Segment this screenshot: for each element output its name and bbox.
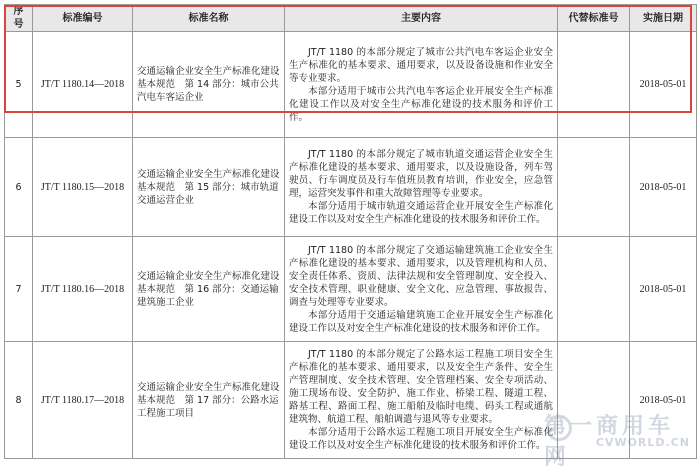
row-code: JT/T 1180.15—2018 [33,138,133,237]
row-name: 交通运输企业安全生产标准化建设基本规范 第 16 部分：交通运输建筑施工企业 [133,237,285,342]
watermark-text-cn: 第一商用车网 [544,414,675,470]
row-content-applicability: 本部分适用于城市公共汽电车客运企业开展安全生产标准化建设工作以及对安全生产标准化建设的技术服务和评价工作。 [289,85,553,123]
row-replace [558,237,630,342]
row-content [285,342,558,459]
row-no: 5 [5,32,33,138]
row-no: 6 [5,138,33,237]
row-content-scope: JT/T 1180 的本部分规定了公路水运工程施工项目安全生产标准化的基本要求、通用要求，以及安全生产条件、安全生产管理制度、安全技术管理、安全管理档案、安全专项活动、施工现场布设、安全防护、施工作业、桥梁工程、隧道工程、路基工程、路面工程、施工船舶及临时电缆、码头工程或通航建筑物、航道工程、船舶调遣与退风等专业要求。 [289,349,553,425]
watermark [544,409,694,470]
header-no: 序号 [5,5,33,32]
row-date: 2018-05-01 [630,32,697,138]
row-date: 2018-05-01 [630,237,697,342]
header-code: 标准编号 [33,5,133,32]
row-no: 7 [5,237,33,342]
row-name: 交通运输企业安全生产标准化建设基本规范 第 15 部分：城市轨道交通运营企业 [133,138,285,237]
row-replace [558,138,630,237]
row-date: 2018-05-01 [630,138,697,237]
row-content-applicability: 本部分适用于交通运输建筑施工企业开展安全生产标准化建设工作以及对安全生产标准化建设的技术服务和评价工作。 [289,309,553,334]
header-date: 实施日期 [630,5,697,32]
row-content-scope: JT/T 1180 的本部分规定了城市公共汽电车客运企业安全生产标准化的基本要求、通用要求，以及设备设施和作业安全等专业要求。 [289,46,553,84]
row-content [285,32,558,138]
row-content-scope: JT/T 1180 的本部分规定了城市轨道交通运营企业安全生产标准化建设的基本要求、通用要求，以及设施设备，列车驾驶员、行车调度员及行车值班员教育培训，作业安全，应急管理，运营突发事件和重大故障管理等专业要求。 [289,149,553,199]
standards-table [4,4,697,459]
row-code: JT/T 1180.16—2018 [33,237,133,342]
row-date: 2018-05-01 [630,342,697,459]
row-no: 8 [5,342,33,459]
row-content-applicability: 本部分适用于城市轨道交通运营企业开展安全生产标准化建设工作以及对安全生产标准化建设的技术服务和评价工作。 [289,201,553,225]
table-row [5,32,697,138]
table-row [5,237,697,342]
watermark-text-en: CVWORLD.CN [595,436,690,449]
row-replace [558,32,630,138]
row-code: JT/T 1180.17—2018 [33,342,133,459]
table-header-row [5,5,697,32]
header-name: 标准名称 [133,5,285,32]
row-name: 交通运输企业安全生产标准化建设基本规范 第 14 部分：城市公共汽电车客运企业 [133,32,285,138]
header-content: 主要内容 [285,5,558,32]
row-content-applicability: 本部分适用于公路水运工程施工项目开展安全生产标准化建设工作以及对安全生产标准化建设的技术服务和评价工作。 [289,427,553,451]
table-row [5,138,697,237]
row-content [285,138,558,237]
row-content [285,237,558,342]
row-name: 交通运输企业安全生产标准化建设基本规范 第 17 部分：公路水运工程施工项目 [133,342,285,459]
row-code: JT/T 1180.14—2018 [33,32,133,138]
row-content-scope: JT/T 1180 的本部分规定了交通运输建筑施工企业安全生产标准化建设的基本要求、通用要求，以及管理机构和人员、安全责任体系、资质、法律法规和安全管理制度、安全投入、安全技术管理、职业健康、安全文化、应急管理、事故报告、调查与处理等专业要求。 [289,244,553,308]
header-replace: 代替标准号 [558,5,630,32]
